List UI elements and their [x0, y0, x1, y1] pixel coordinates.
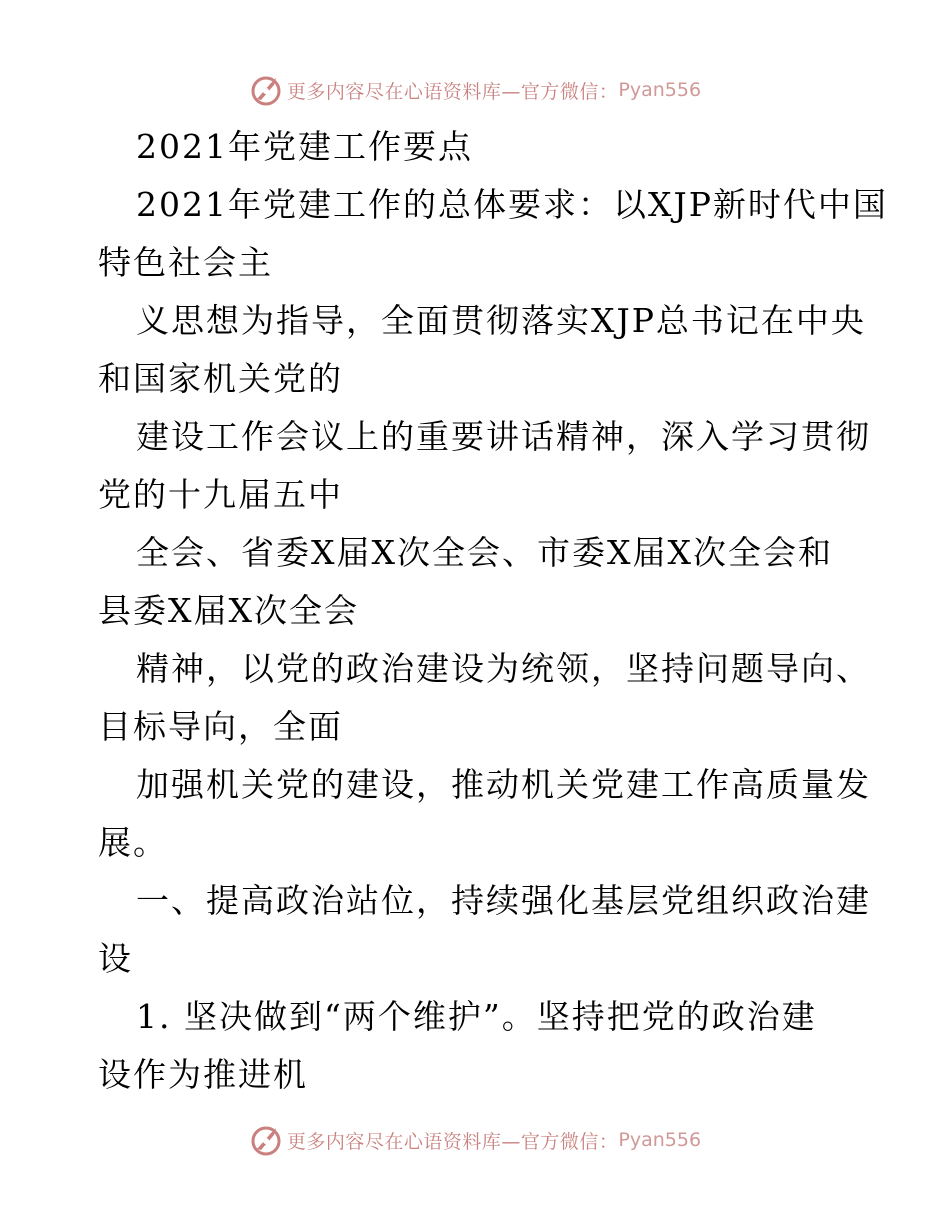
- doc-line: 1. 坚决做到“两个维护”。坚持把党的政治建: [136, 997, 817, 1036]
- doc-line: 一、提高政治站位，持续强化基层党组织政治建: [136, 881, 871, 920]
- doc-line: 建设工作会议上的重要讲话精神，深入学习贯彻: [136, 417, 871, 456]
- doc-line: 精神，以党的政治建设为统领，坚持问题导向、: [136, 649, 871, 688]
- watermark-text: 更多内容尽在心语资料库—官方微信：: [286, 1130, 619, 1153]
- doc-line: 特色社会主: [98, 243, 273, 282]
- doc-line: 目标导向，全面: [98, 707, 343, 746]
- header-watermark: [0, 72, 950, 108]
- watermark-text: 更多内容尽在心语资料库—官方微信：: [286, 80, 619, 103]
- doc-line: 2021年党建工作的总体要求：以XJP新时代中国: [136, 185, 888, 224]
- watermark-contact: Pyan556: [618, 79, 702, 101]
- doc-line: 设作为推进机: [98, 1055, 308, 1094]
- quill-pen-logo-icon: [249, 73, 283, 107]
- doc-line: 和国家机关党的: [98, 359, 343, 398]
- doc-line: 县委X届X次全会: [98, 591, 359, 630]
- doc-line: 加强机关党的建设，推动机关党建工作高质量发: [136, 765, 871, 804]
- doc-line: 义思想为指导，全面贯彻落实XJP总书记在中央: [136, 301, 866, 340]
- quill-pen-logo-icon: [249, 1123, 283, 1157]
- doc-line: 2021年党建工作要点: [136, 127, 473, 166]
- document-body: [98, 118, 888, 1104]
- watermark-contact: Pyan556: [618, 1129, 702, 1151]
- doc-line: 设: [98, 939, 133, 978]
- doc-line: 全会、省委X届X次全会、市委X届X次全会和: [136, 533, 833, 572]
- footer-watermark: [0, 1122, 950, 1158]
- doc-line: 展。: [98, 823, 168, 862]
- doc-line: 党的十九届五中: [98, 475, 343, 514]
